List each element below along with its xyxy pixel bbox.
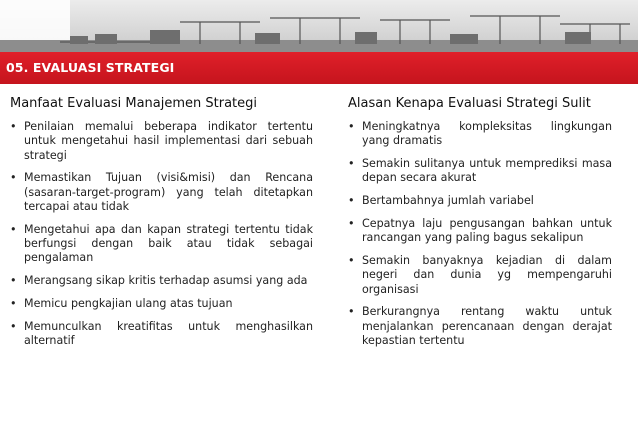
benefits-heading: Manfaat Evaluasi Manajemen Strategi [10, 96, 258, 111]
list-item: • Berkurangnya rentang waktu untuk menjalankan perencanaan dengan derajat kepastian tertentu [348, 305, 612, 348]
list-item: • Semakin sulitanya untuk memprediksi masa depan secara akurat [348, 157, 612, 185]
bullet-icon: • [348, 120, 355, 133]
list-item: • Memunculkan kreatifitas untuk menghasilkan alternatif [10, 319, 313, 348]
benefits-list [10, 120, 313, 348]
bullet-icon: • [348, 254, 355, 268]
bullet-icon: • [10, 120, 17, 133]
bullet-icon: • [348, 194, 355, 208]
list-item: • Cepatnya laju pengusangan bahkan untuk rancangan yang paling bagus sekalipun [348, 216, 612, 245]
benefits-column [10, 96, 313, 357]
list-item: • Semakin banyaknya kejadian di dalam negeri dan dunia yg mempengaruhi organisasi [348, 254, 612, 296]
difficulty-reasons-column [348, 96, 612, 357]
bullet-icon: • [348, 216, 355, 230]
list-item: • Mengetahui apa dan kapan strategi tertentu tidak berfungsi dengan baik atau tidak sebagai pengalaman [10, 222, 313, 265]
port-cranes-image [0, 0, 638, 52]
list-item: • Penilaian memalui beberapa indikator tertentu untuk mengetahui hasil implementasi dari sebuah strategi [10, 120, 313, 162]
reasons-list [348, 120, 612, 348]
list-item: • Memicu pengkajian ulang atas tujuan [10, 296, 233, 310]
bullet-icon: • [10, 296, 17, 310]
bullet-icon: • [10, 222, 17, 236]
list-item: • Memastikan Tujuan (visi&misi) dan Rencana (sasaran-target-program) yang telah ditetapkan tercapai atau tidak [10, 171, 313, 213]
list-item: • Merangsang sikap kritis terhadap asumsi yang ada [10, 274, 308, 288]
bullet-icon: • [10, 171, 17, 185]
reasons-heading: Alasan Kenapa Evaluasi Strategi Sulit [348, 96, 591, 111]
bullet-icon: • [10, 274, 17, 288]
bullet-icon: • [348, 305, 355, 319]
slide-title: 05. EVALUASI STRATEGI [6, 60, 175, 75]
port-cranes-banner [0, 0, 638, 52]
list-item: • Meningkatnya kompleksitas lingkungan yang dramatis [348, 120, 612, 148]
bullet-icon: • [348, 157, 355, 171]
slide-title-bar [0, 52, 638, 84]
bullet-icon: • [10, 319, 17, 333]
list-item: • Bertambahnya jumlah variabel [348, 194, 534, 208]
